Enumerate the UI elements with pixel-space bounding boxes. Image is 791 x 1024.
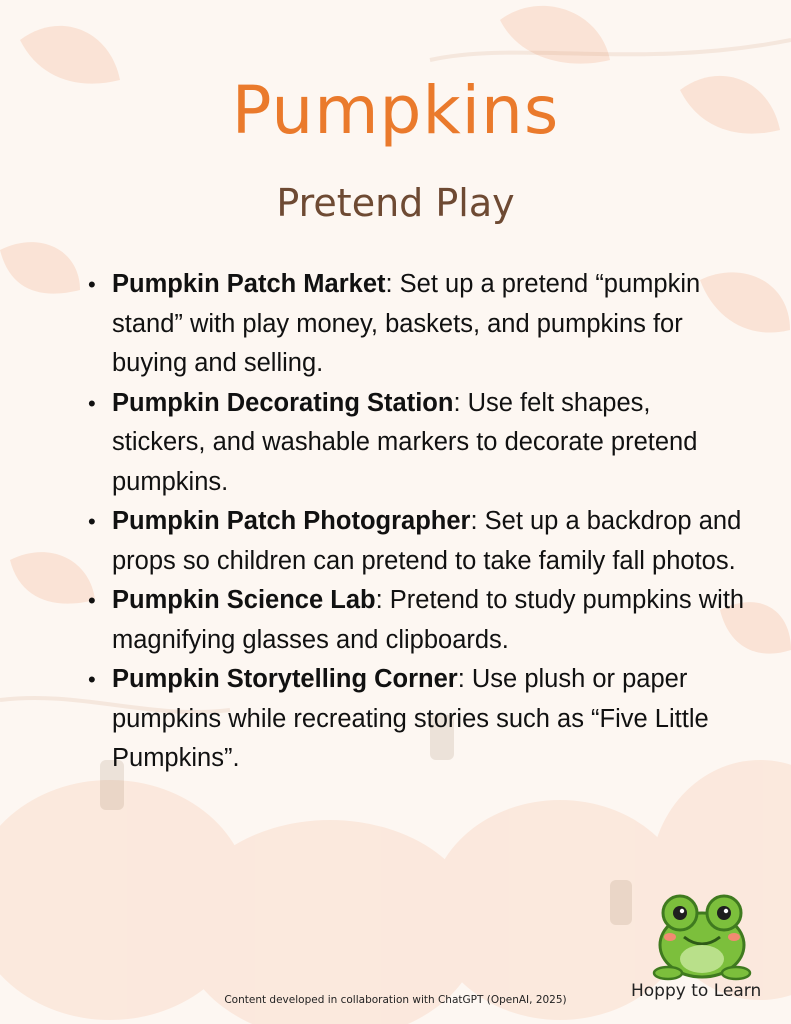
list-item bbox=[85, 265, 745, 384]
item-text: : Set up a backdrop and props so children can pretend to take family fall photos. bbox=[112, 507, 742, 575]
list-item bbox=[85, 502, 745, 581]
frog-icon bbox=[646, 885, 758, 983]
item-text: : Use felt shapes, stickers, and washable markers to decorate pretend pumpkins. bbox=[112, 388, 698, 496]
item-title: Pumpkin Patch Market bbox=[112, 270, 386, 298]
item-text: : Set up a pretend “pumpkin stand” with play money, baskets, and pumpkins for buying and selling. bbox=[112, 270, 701, 377]
list-item bbox=[85, 384, 745, 503]
list-item bbox=[85, 581, 745, 660]
list-item bbox=[85, 660, 745, 779]
page-title: Pumpkins bbox=[231, 72, 560, 149]
bullet-icon: • bbox=[88, 509, 96, 534]
item-text: : Use plush or paper pumpkins while recreating stories such as “Five Little Pumpkins”. bbox=[112, 665, 709, 772]
item-title: Pumpkin Patch Photographer bbox=[112, 507, 471, 535]
bullet-icon: • bbox=[88, 390, 96, 416]
item-text: : Pretend to study pumpkins with magnifying glasses and clipboards. bbox=[112, 586, 745, 654]
activity-list bbox=[85, 265, 745, 779]
brand-name: Hoppy to Learn bbox=[631, 981, 762, 1001]
bullet-icon: • bbox=[88, 272, 96, 297]
credit-note: Content developed in collaboration with ChatGPT (OpenAI, 2025) bbox=[224, 994, 567, 1006]
page-subtitle: Pretend Play bbox=[276, 181, 515, 225]
bullet-icon: • bbox=[88, 667, 96, 692]
bullet-icon: • bbox=[88, 588, 96, 613]
item-title: Pumpkin Storytelling Corner bbox=[112, 665, 458, 693]
item-title: Pumpkin Decorating Station bbox=[112, 388, 454, 417]
item-title: Pumpkin Science Lab bbox=[112, 586, 376, 614]
